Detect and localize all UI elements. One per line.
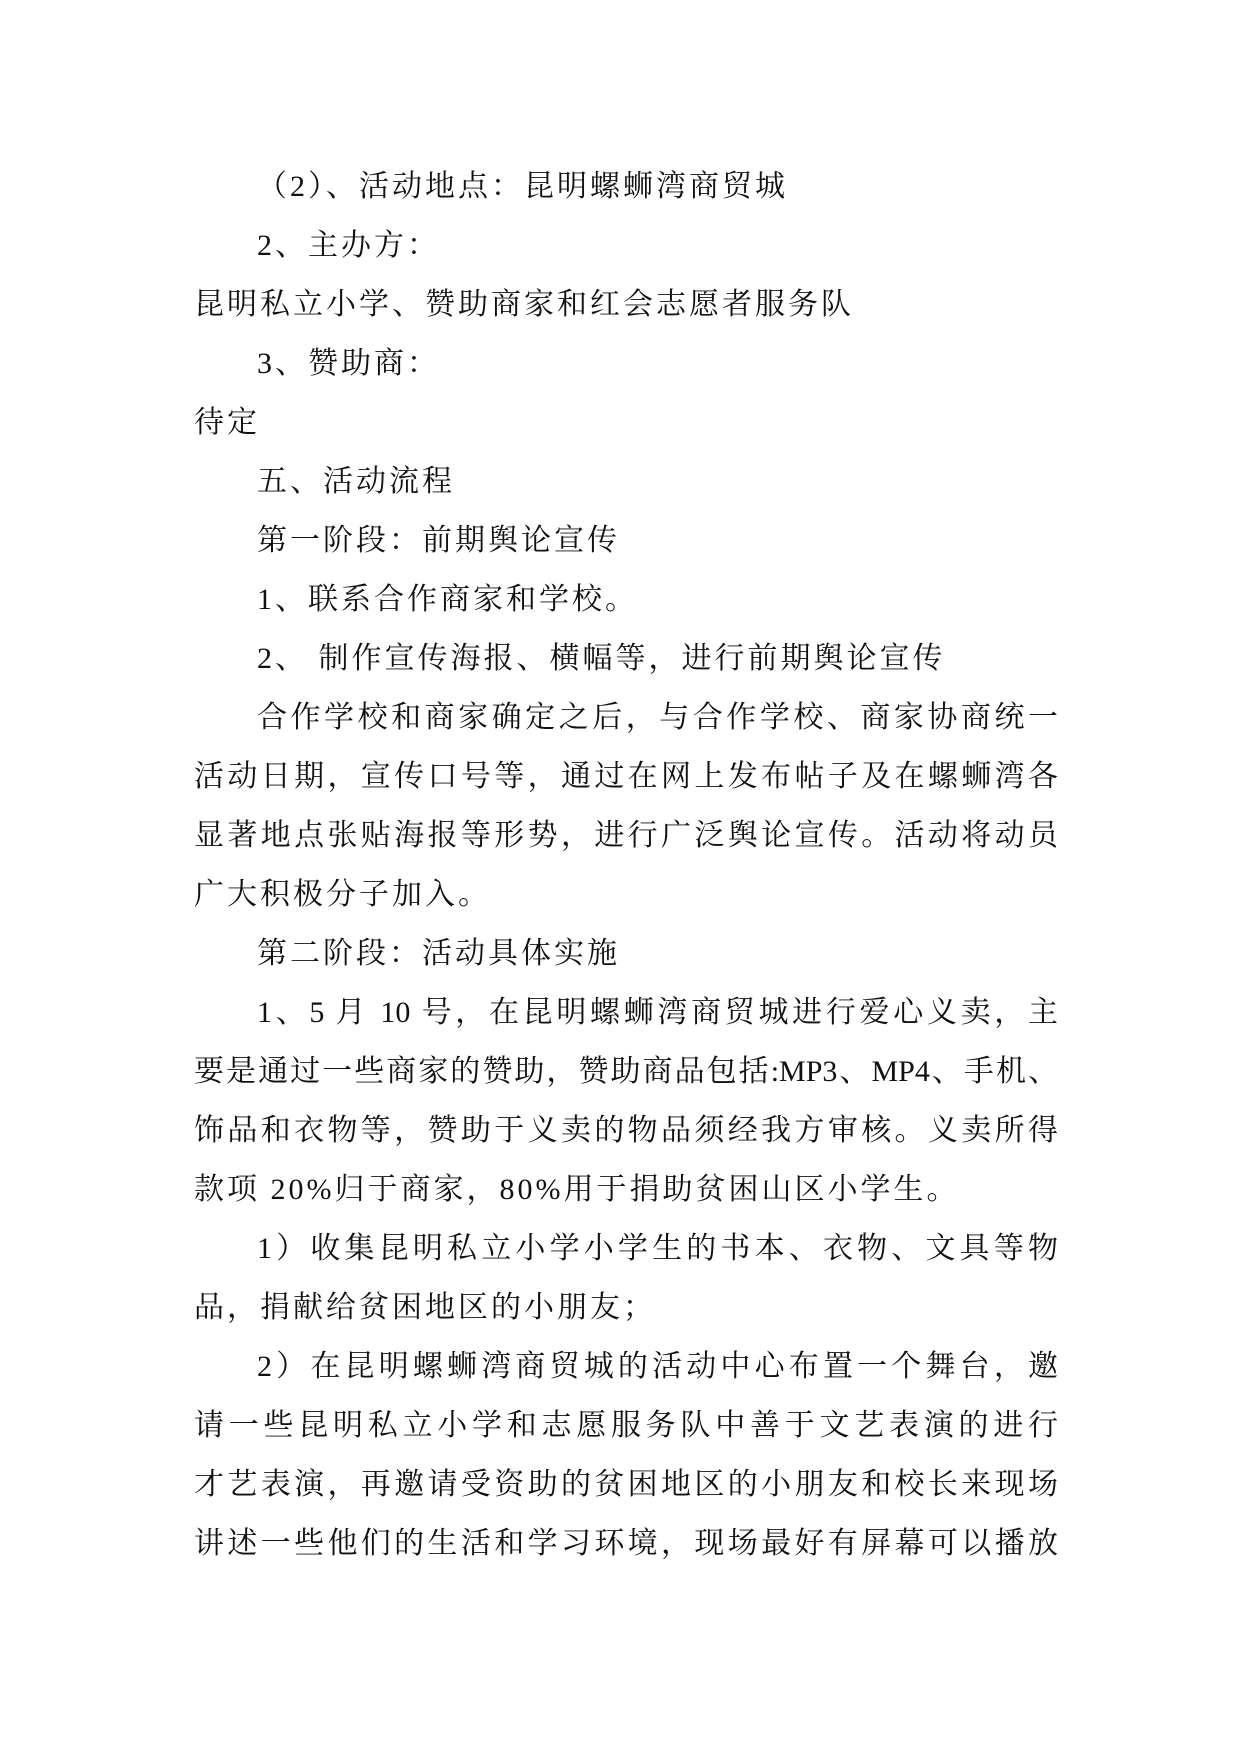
stage-item-line: 请一些昆明私立小学和志愿服务队中善于文艺表演的进行 — [194, 1409, 1058, 1442]
organizer-value: 昆明私立小学、赞助商家和红会志愿者服务队 — [194, 288, 854, 321]
stage-item-line: 2）在昆明螺蛳湾商贸城的活动中心布置一个舞台，邀 — [257, 1350, 1058, 1383]
collection-item-line: 1）收集昆明私立小学小学生的书本、衣物、文具等物 — [257, 1232, 1058, 1265]
stage-item-line: 才艺表演，再邀请受资助的贫困地区的小朋友和校长来现场 — [194, 1468, 1058, 1501]
sponsor-label: 3、赞助商： — [257, 347, 440, 380]
stage-item-line: 讲述一些他们的生活和学习环境，现场最好有屏幕可以播放 — [194, 1527, 1058, 1560]
phase-one-step-1: 1、联系合作商家和学校。 — [257, 583, 638, 616]
organizer-label: 2、主办方： — [257, 229, 440, 262]
collection-item-line: 品，捐献给贫困地区的小朋友； — [194, 1291, 656, 1324]
publicity-paragraph-line: 广大积极分子加入。 — [194, 878, 491, 911]
phase-two-heading: 第二阶段：活动具体实施 — [257, 937, 620, 970]
document-body — [194, 157, 1058, 1573]
publicity-paragraph-line: 显著地点张贴海报等形势，进行广泛舆论宣传。活动将动员 — [194, 819, 1058, 852]
publicity-paragraph-line: 合作学校和商家确定之后，与合作学校、商家协商统一 — [257, 701, 1058, 734]
charity-sale-paragraph-line: 款项 20%归于商家，80%用于捐助贫困山区小学生。 — [194, 1173, 960, 1206]
charity-sale-paragraph-line: 1、5 月 10 号，在昆明螺蛳湾商贸城进行爱心义卖，主 — [257, 996, 1058, 1029]
charity-sale-paragraph-line: 要是通过一些商家的赞助，赞助商品包括:MP3、MP4、手机、 — [194, 1055, 1058, 1088]
phase-one-heading: 第一阶段：前期舆论宣传 — [257, 524, 620, 557]
sponsor-value: 待定 — [194, 406, 260, 439]
activity-location-item: （2）、活动地点：昆明螺蛳湾商贸城 — [257, 170, 788, 203]
publicity-paragraph-line: 活动日期，宣传口号等，通过在网上发布帖子及在螺蛳湾各 — [194, 760, 1058, 793]
phase-one-step-2: 2、 制作宣传海报、横幅等，进行前期舆论宣传 — [257, 642, 946, 675]
charity-sale-paragraph-line: 饰品和衣物等，赞助于义卖的物品须经我方审核。义卖所得 — [194, 1114, 1058, 1147]
section-heading-process: 五、活动流程 — [257, 465, 455, 498]
